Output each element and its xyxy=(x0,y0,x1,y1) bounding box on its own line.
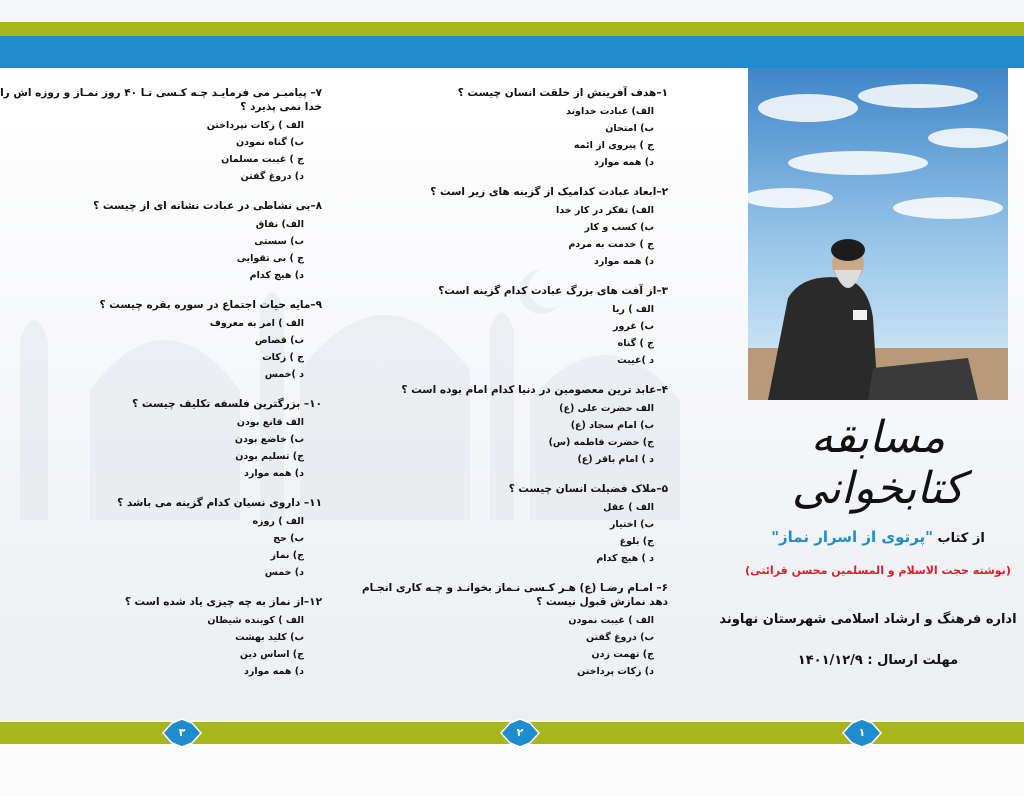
question-title: ۷– پیامبـر می فرمایـد چـه کـسی تـا ۴۰ روز نمـاز و روزه اش را خدا نمی پذیرد ؟ xyxy=(0,87,322,113)
question-title: ۴–عابد ترین معصومین در دنیا کدام امام بوده است ؟ xyxy=(401,384,668,396)
page-number-badge-2 xyxy=(500,718,540,748)
option: ج) حضرت فاطمه (س) xyxy=(548,437,654,448)
bottom-strip xyxy=(0,744,1024,796)
question-8 xyxy=(0,199,322,284)
question-title: ۲–ابعاد عبادت کدامیک از گزینه های زیر است ؟ xyxy=(430,186,668,198)
book-line xyxy=(748,528,1008,546)
option: د) هیچ کدام xyxy=(249,270,304,281)
option: د )غیبت xyxy=(617,355,654,366)
question-title: ۱–هدف آفرینش از خلقت انسان چیست ؟ xyxy=(457,87,668,99)
option: الف ) روزه xyxy=(252,516,304,527)
option: ج ) پیروی از ائمه xyxy=(573,140,654,151)
option: د) خمس xyxy=(264,567,304,578)
option: د )خمس xyxy=(264,369,304,380)
question-4 xyxy=(350,383,668,468)
option: د) همه موارد xyxy=(244,666,304,677)
option: الف) عبادت خداوند xyxy=(565,106,654,117)
option: ب) سستی xyxy=(254,236,304,247)
deadline: مهلت ارسال : ۱۴۰۱/۱۲/۹ xyxy=(797,653,959,668)
option: الف ) امر به معروف xyxy=(209,318,304,329)
option: الف ) کوبنده شیطان xyxy=(207,615,304,626)
page-number: ۲ xyxy=(516,726,524,739)
option: الف ) غیبت نمودن xyxy=(568,615,654,626)
question-7 xyxy=(0,86,322,185)
option: الف حضرت علی (ع) xyxy=(559,403,654,414)
question-title: ۳–از آفت های بزرگ عبادت کدام گزینه است؟ xyxy=(438,285,668,297)
option: ب) امتحان xyxy=(605,123,654,134)
option: ب) حج xyxy=(273,533,304,544)
cover-photo xyxy=(748,68,1008,400)
option: ج) تسلیم بودن xyxy=(235,451,304,462)
organization: اداره فرهنگ و ارشاد اسلامی شهرستان نهاوند xyxy=(719,612,1017,627)
question-5 xyxy=(350,482,668,567)
page-number: ۱ xyxy=(858,726,866,739)
option: ب) اختیار xyxy=(609,519,654,530)
option: الف) تفکر در کار خدا xyxy=(555,205,654,216)
question-11 xyxy=(0,496,322,581)
option: د ) هیچ کدام xyxy=(596,553,654,564)
questions-page-3 xyxy=(0,86,322,694)
option: د) همه موارد xyxy=(244,468,304,479)
option: ب) کلید بهشت xyxy=(235,632,304,643)
questions-page-2 xyxy=(350,86,668,694)
question-title: ۵–ملاک فضیلت انسان چیست ؟ xyxy=(508,483,668,495)
option: د) دروغ گفتن xyxy=(240,171,304,182)
question-title: ۱۰– بزرگترین فلسفه تکلیف چیست ؟ xyxy=(132,398,322,410)
question-2 xyxy=(350,185,668,270)
question-title: ۸–بی نشاطی در عبادت نشانه ای از چیست ؟ xyxy=(93,200,322,212)
author-line: (نوشته حجت الاسلام و المسلمین محسن قرائتی) xyxy=(745,564,1011,577)
option: ب) کسب و کار xyxy=(584,222,654,233)
option: ب) دروغ گفتن xyxy=(585,632,654,643)
question-3 xyxy=(350,284,668,369)
cover-title: مسابقه کتابخوانی xyxy=(791,412,965,514)
option: الف ) ریا xyxy=(612,304,654,315)
page-number: ۳ xyxy=(178,726,186,739)
option: ج ) بی تقوایی xyxy=(236,253,304,264)
question-title: ۹–مایه حیات اجتماع در سوره بقره چیست ؟ xyxy=(99,299,322,311)
option: ج ) گناه xyxy=(617,338,654,349)
option: الف قانع بودن xyxy=(236,417,304,428)
question-1 xyxy=(350,86,668,171)
option: ج) نماز xyxy=(270,550,304,561)
option: ب) قصاص xyxy=(254,335,304,346)
option: ب) خاضع بودن xyxy=(234,434,304,445)
option: د) همه موارد xyxy=(594,256,654,267)
question-12 xyxy=(0,595,322,680)
question-9 xyxy=(0,298,322,383)
question-title: ۱۲–از نماز به چه چیزی یاد شده است ؟ xyxy=(124,596,322,608)
book-prefix: از کتاب xyxy=(937,531,985,546)
option: د) زکات پرداختن xyxy=(577,666,654,677)
option: الف) نفاق xyxy=(255,219,304,230)
page-number-badge-1 xyxy=(842,718,882,748)
question-6 xyxy=(350,581,668,680)
option: ج) اساس دین xyxy=(239,649,304,660)
page-number-badge-3 xyxy=(162,718,202,748)
option: ج) بلوغ xyxy=(619,536,654,547)
question-10 xyxy=(0,397,322,482)
option: الف ) زکات نپرداختن xyxy=(206,120,304,131)
option: ج ) خدمت به مردم xyxy=(568,239,654,250)
top-olive-band xyxy=(0,22,1024,36)
option: ج ) غیبت مسلمان xyxy=(221,154,304,165)
question-title: ۱۱– داروی نسیان کدام گزینه می باشد ؟ xyxy=(117,497,322,509)
option: ب) غرور xyxy=(613,321,654,332)
option: ب) گناه نمودن xyxy=(236,137,304,148)
book-name: "پرتوی از اسرار نماز" xyxy=(771,528,933,546)
option: ج ) زکات xyxy=(262,352,304,363)
option: د ) امام باقر (ع) xyxy=(577,454,654,465)
option: د) همه موارد xyxy=(594,157,654,168)
question-title: ۶– امـام رضـا (ع) هـر کـسی نـماز بخوانـد و چـه کاری انجـام دهد نمازش قبول نیست ؟ xyxy=(361,582,668,608)
option: ج) تهمت زدن xyxy=(591,649,654,660)
option: الف ) عقل xyxy=(603,502,654,513)
option: ب) امام سجاد (ع) xyxy=(570,420,654,431)
top-blue-band xyxy=(0,36,1024,68)
